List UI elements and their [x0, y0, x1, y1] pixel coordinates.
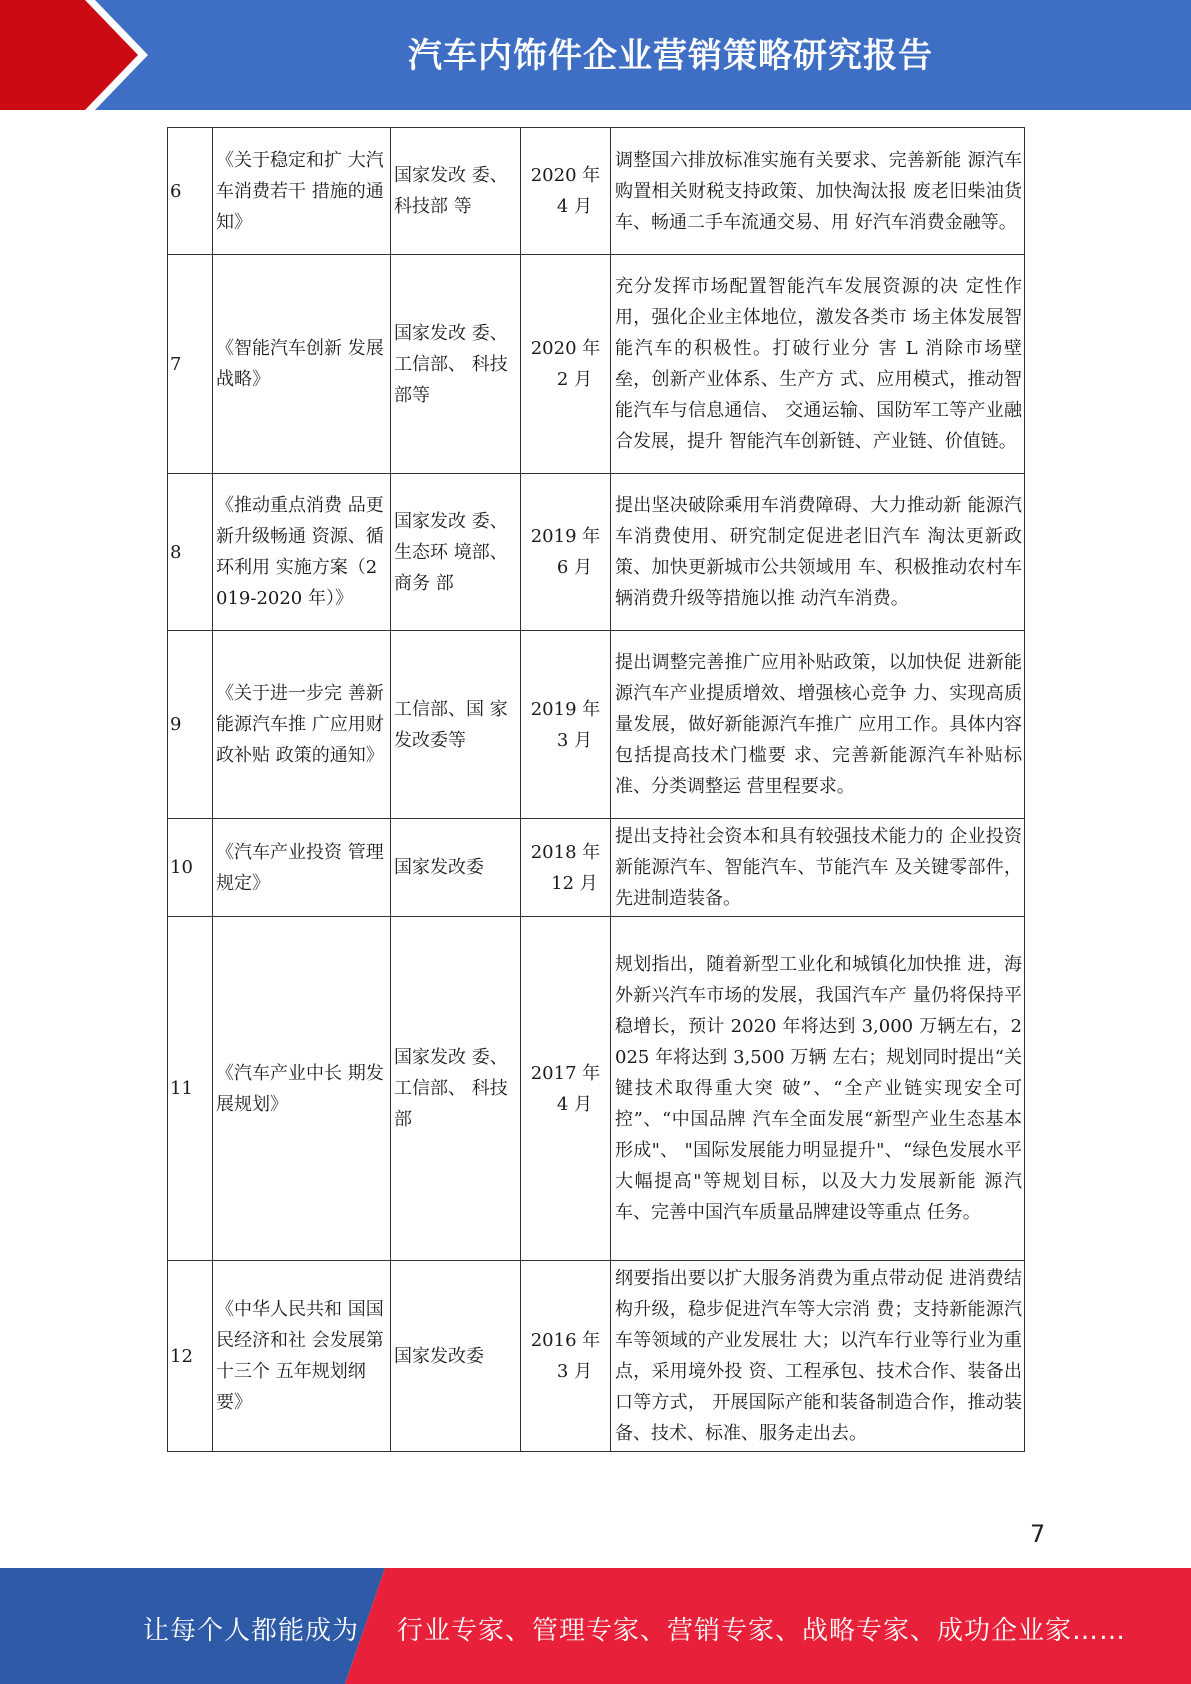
- policy-content: 提出坚决破除乘用车消费障碍、大力推动新 能源汽车消费使用、研究制定促进老旧汽车 淘汰更新政策、加快更新城市公共领域用 车、积极推动农村车辆消费升级等措施以推 动汽车消费。: [611, 474, 1025, 631]
- row-index: 11: [168, 917, 213, 1261]
- issue-year: 2017 年: [530, 1062, 601, 1084]
- issue-date: [521, 1261, 611, 1452]
- table-row: [168, 631, 1025, 819]
- issue-month: 2 月: [556, 369, 593, 390]
- issuing-department: 国家发改 委、工信部、 科技部: [391, 917, 521, 1261]
- policy-name: 《关于进一步完 善新能源汽车推 广应用财政补贴 政策的通知》: [213, 631, 391, 819]
- table-row: [168, 255, 1025, 474]
- issuing-department: 国家发改委: [391, 1261, 521, 1452]
- issue-date: [521, 255, 611, 474]
- table-row: [168, 819, 1025, 917]
- policy-content: 提出调整完善推广应用补贴政策，以加快促 进新能源汽车产业提质增效、增强核心竞争 力、实现高质量发展，做好新能源汽车推广 应用工作。具体内容包括提高技术门槛要 求、完善新能源汽车补贴标准、分类调整运 营里程要求。: [611, 631, 1025, 819]
- policy-name: 《关于稳定和扩 大汽车消费若干 措施的通知》: [213, 128, 391, 255]
- issue-month: 3 月: [556, 729, 593, 751]
- policy-name: 《汽车产业投资 管理规定》: [213, 819, 391, 917]
- issue-date: [521, 128, 611, 255]
- issue-month: 4 月: [556, 196, 593, 217]
- issue-year: 2020 年: [530, 165, 601, 186]
- table-row: [168, 917, 1025, 1261]
- footer-slogan-left: 让每个人都能成为: [143, 1616, 360, 1646]
- row-index: 12: [168, 1261, 213, 1452]
- issue-date: [521, 474, 611, 631]
- table-row: [168, 474, 1025, 631]
- policy-name: 《智能汽车创新 发展战略》: [213, 255, 391, 474]
- issue-year: 2018 年: [530, 841, 601, 863]
- page-footer: [0, 1568, 1191, 1684]
- policy-name: 《推动重点消费 品更新升级畅通 资源、循环利用 实施方案（2019-2020 年）》: [213, 474, 391, 631]
- page-header: [0, 0, 1191, 110]
- policy-content: 调整国六排放标准实施有关要求、完善新能 源汽车购置相关财税支持政策、加快淘汰报 废老旧柴油货车、畅通二手车流通交易、用 好汽车消费金融等。: [611, 128, 1025, 255]
- policy-content: 充分发挥市场配置智能汽车发展资源的决 定性作用，强化企业主体地位，激发各类市 场主体发展智能汽车的积极性。打破行业分 害 L 消除市场壁垒，创新产业体系、生产方 式、应用模式，推动智能汽车与信息通信、 交通运输、国防军工等产业融合发展，提升 智能汽车创新链、产业链、价值链。: [611, 255, 1025, 474]
- issuing-department: 国家发改 委、工信部、 科技部等: [391, 255, 521, 474]
- issue-month: 12 月: [551, 872, 598, 894]
- issuing-department: 国家发改 委、科技部 等: [391, 128, 521, 255]
- row-index: 9: [168, 631, 213, 819]
- header-arrow-decoration: [0, 0, 160, 110]
- issue-month: 3 月: [556, 1361, 593, 1382]
- issue-year: 2020 年: [530, 338, 601, 359]
- row-index: 10: [168, 819, 213, 917]
- issue-year: 2019 年: [530, 698, 601, 720]
- footer-slogan-right: 行业专家、管理专家、营销专家、战略专家、成功企业家……: [397, 1616, 1127, 1646]
- policy-content: 规划指出，随着新型工业化和城镇化加快推 进，海外新兴汽车市场的发展，我国汽车产 量仍将保持平稳增长，预计 2020 年将达到 3,000 万辆左右，2025 年将达到 3,500 万辆 左右；规划同时提出“关键技术取得重大突 破”、“全产业链实现安全可控”、“中国品牌 汽车全面发展“新型产业生态基本形成"、 "国际发展能力明显提升"、“绿色发展水平 大幅提高"等规划目标，以及大力发展新能 源汽车、完善中国汽车质量品牌建设等重点 任务。: [611, 917, 1025, 1261]
- issue-month: 6 月: [556, 557, 593, 578]
- issuing-department: 国家发改 委、生态环 境部、商务 部: [391, 474, 521, 631]
- row-index: 6: [168, 128, 213, 255]
- issue-date: [521, 917, 611, 1261]
- policy-content: 提出支持社会资本和具有较强技术能力的 企业投资新能源汽车、智能汽车、节能汽车 及关键零部件，先进制造装备。: [611, 819, 1025, 917]
- row-index: 7: [168, 255, 213, 474]
- row-index: 8: [168, 474, 213, 631]
- table-row: [168, 1261, 1025, 1452]
- policy-name: 《中华人民共和 国国民经济和社 会发展第十三个 五年规划纲要》: [213, 1261, 391, 1452]
- page-number: 7: [1030, 1520, 1046, 1548]
- issue-year: 2016 年: [530, 1330, 601, 1351]
- issue-date: [521, 631, 611, 819]
- report-title: 汽车内饰件企业营销策略研究报告: [408, 36, 933, 76]
- issuing-department: 国家发改委: [391, 819, 521, 917]
- issue-year: 2019 年: [530, 526, 601, 547]
- policy-table: [167, 127, 1025, 1452]
- issue-date: [521, 819, 611, 917]
- policy-content: 纲要指出要以扩大服务消费为重点带动促 进消费结构升级，稳步促进汽车等大宗消 费；支持新能源汽车等领域的产业发展壮 大；以汽车行业等行业为重点，采用境外投 资、工程承包、技术合作、装备出口等方式， 开展国际产能和装备制造合作，推动装备、技术、标准、服务走出去。: [611, 1261, 1025, 1452]
- table-row: [168, 128, 1025, 255]
- policy-name: 《汽车产业中长 期发展规划》: [213, 917, 391, 1261]
- issuing-department: 工信部、国 家发改委等: [391, 631, 521, 819]
- issue-month: 4 月: [556, 1093, 593, 1115]
